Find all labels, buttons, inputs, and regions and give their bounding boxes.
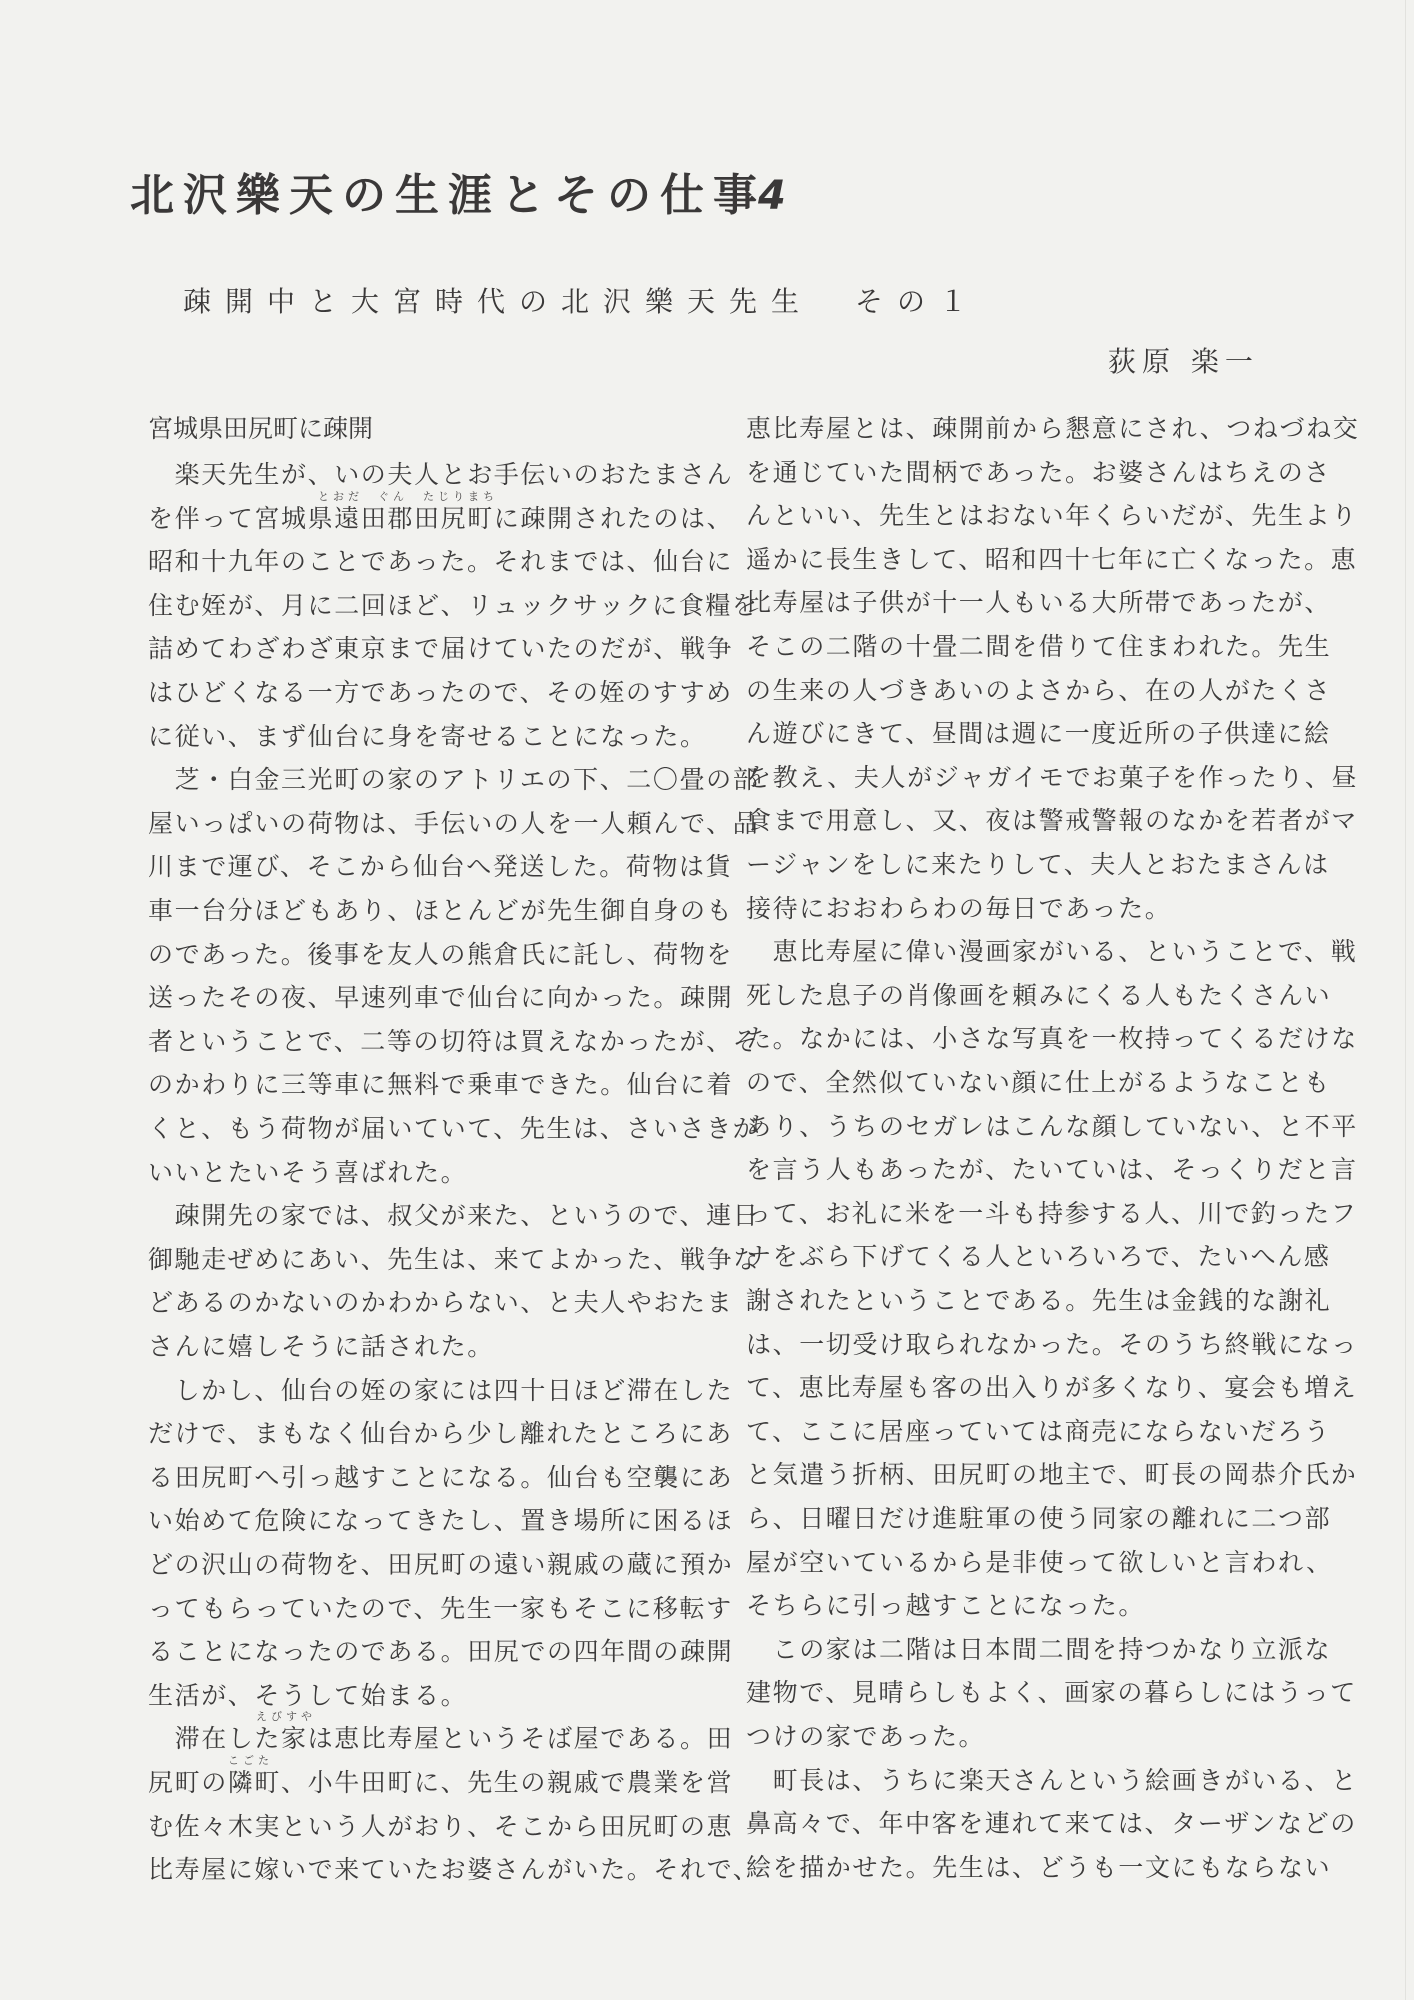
body-line: 恵比寿屋とは、疎開前から懇意にされ、つねづね交 [746,414,1360,443]
body-line: くと、もう荷物が届いていて、先生は、さいさきが [148,1114,760,1143]
article-title: 北沢樂天の生涯とその仕事 [130,170,766,221]
body-line: 絵を描かせた。先生は、どうも一文にもならない [746,1852,1332,1882]
body-line: 比寿屋は子供が十一人もいる大所帯であったが、 [746,588,1331,618]
body-line: 町長は、うちに楽天さんという絵画きがいる、と [746,1765,1358,1795]
body-line: 車一台分ほどもあり、ほとんどが先生御自身のも [148,896,734,925]
body-line: を伴って宮城県遠田郡田尻町に疎開されたのは、 [148,503,734,533]
body-line: どあるのかないのかわからない、と夫人やおたま [148,1288,734,1318]
left-column [148,0,760,2000]
body-line: を言う人もあったが、たいていは、そっくりだと言 [746,1155,1358,1185]
body-line: て、恵比寿屋も客の出入りが多くなり、宴会も増え [746,1373,1358,1403]
furigana: えびすや [256,1710,316,1724]
body-line: 者ということで、二等の切符は買えなかったが、そ [148,1026,760,1056]
body-line: 食まで用意し、又、夜は警戒警報のなかを若者がマ [746,806,1358,836]
body-line: て、ここに居座っていては商売にならないだろう [746,1416,1331,1446]
body-line: 屋いっぱいの荷物は、手伝いの人を一人頼んで、品 [148,808,760,838]
body-line: のであった。後事を友人の熊倉氏に託し、荷物を [148,939,733,969]
body-line: る田尻町へ引っ越すことになる。仙台も空襲にあ [148,1462,734,1492]
body-line: 昭和十九年のことであった。それまでは、仙台に [148,547,733,577]
body-line: ナをぶら下げてくる人といろいろで、たいへん感 [746,1242,1331,1272]
body-line: そこの二階の十畳二間を借りて住まわれた。先生 [746,632,1332,661]
body-line: は、一切受け取られなかった。そのうち終戦になっ [746,1329,1358,1359]
body-line: つけの家であった。 [746,1722,986,1751]
body-line: 川まで運び、そこから仙台へ発送した。荷物は貨 [148,852,733,882]
body-line: 屋が空いているから是非使って欲しいと言われ、 [746,1547,1333,1577]
body-line: 生活が、そうして始まる。 [148,1680,468,1710]
body-line: ることになったのである。田尻での四年間の疎開 [148,1637,734,1667]
body-line: あり、うちのセガレはこんな顔していない、と不平 [746,1111,1358,1141]
body-line: 住む姪が、月に二回ほど、リュックサックに食糧を [148,590,759,620]
body-line: 建物で、見晴らしもよく、画家の暮らしにはうって [746,1678,1357,1708]
body-line: に従い、まず仙台に身を寄せることになった。 [148,721,707,751]
body-line: 謝されたということである。先生は金銭的な謝礼 [746,1286,1332,1315]
page-edge [1405,0,1406,2000]
right-column [746,0,1360,2000]
furigana: こごた [228,1754,273,1767]
body-line: って、お礼に米を一斗も持参する人、川で釣ったフ [746,1198,1358,1228]
body-line: 死した息子の肖像画を頼みにくる人もたくさんい [746,980,1332,1010]
body-line: んといい、先生とはおない年くらいだが、先生より [746,501,1358,531]
body-line: と気遣う折柄、田尻町の地主で、町長の岡恭介氏か [746,1460,1358,1490]
body-line: む佐々木実という人がおり、そこから田尻町の恵 [148,1811,734,1841]
body-line: はひどくなる一方であったので、その姪のすすめ [148,678,733,707]
body-line: 遥かに長生きして、昭和四十七年に亡くなった。恵 [746,544,1358,574]
body-line: どの沢山の荷物を、田尻町の遠い親戚の蔵に預か [148,1550,734,1579]
section-heading: 宮城県田尻町に疎開 [148,414,374,443]
body-line: この家は二階は日本間二間を持つかなり立派な [746,1634,1332,1664]
series-number: 4 [758,173,786,219]
body-line: 送ったその夜、早速列車で仙台に向かった。疎開 [148,983,734,1013]
body-line: 詰めてわざわざ東京まで届けていたのだが、戦争 [148,634,734,664]
body-line: のかわりに三等車に無料で乗車できた。仙台に着 [148,1070,734,1100]
body-line: そちらに引っ越すことになった。 [746,1591,1146,1621]
body-line: しかし、仙台の姪の家には四十日ほど滞在した [148,1375,734,1405]
body-line: 尻町の隣町、小牛田町に、先生の親戚で農業を営 [148,1768,734,1797]
body-line: ってもらっていたので、先生一家もそこに移転す [148,1593,733,1623]
body-line: さんに嬉しそうに話された。 [148,1332,494,1361]
author-name: 荻原 楽一 [1108,345,1259,378]
body-line: ので、全然似ていない顔に仕上がるようなことも [746,1068,1331,1097]
body-line: ージャンをしに来たりして、夫人とおたまさんは [746,850,1330,879]
body-line: の生来の人づきあいのよさから、在の人がたくさ [746,675,1332,705]
body-line: 接待におおわらわの毎日であった。 [746,893,1172,923]
body-line: ら、日曜日だけ進駐軍の使う同家の離れに二つ部 [746,1504,1332,1533]
body-line: 御馳走ぜめにあい、先生は、来てよかった、戦争な [148,1244,760,1274]
body-line: 疎開先の家では、叔父が来た、というので、連日 [148,1201,760,1231]
body-line: 鼻高々で、年中客を連れて来ては、ターザンなどの [746,1809,1357,1839]
body-line: 滞在した家は恵比寿屋というそば屋である。田 [148,1724,734,1754]
body-line: を教え、夫人がジャガイモでお菓子を作ったり、昼 [746,762,1359,792]
furigana: とおだ ぐん たじりまち [318,489,498,503]
body-line: 比寿屋に嫁いで来ていたお婆さんがいた。それで、 [148,1855,760,1885]
body-line: いいとたいそう喜ばれた。 [148,1157,468,1187]
body-line: だけで、まもなく仙台から少し離れたところにあ [148,1419,733,1449]
body-line: 芝・白金三光町の家のアトリエの下、二〇畳の部 [148,765,760,795]
body-line: ん遊びにきて、昼間は週に一度近所の子供達に絵 [746,719,1331,749]
article-subtitle: 疎開中と大宮時代の北沢樂天先生 その１ [183,285,982,318]
body-line: 恵比寿屋に偉い漫画家がいる、ということで、戦 [746,937,1358,967]
body-line: い始めて危険になってきたし、置き場所に困るほ [148,1506,734,1536]
body-line: を通じていた間柄であった。お婆さんはちえのさ [746,457,1331,487]
body-line: 楽天先生が、いの夫人とお手伝いのおたまさん [148,460,734,489]
body-line: た。なかには、小さな写真を一枚持ってくるだけな [746,1024,1358,1054]
